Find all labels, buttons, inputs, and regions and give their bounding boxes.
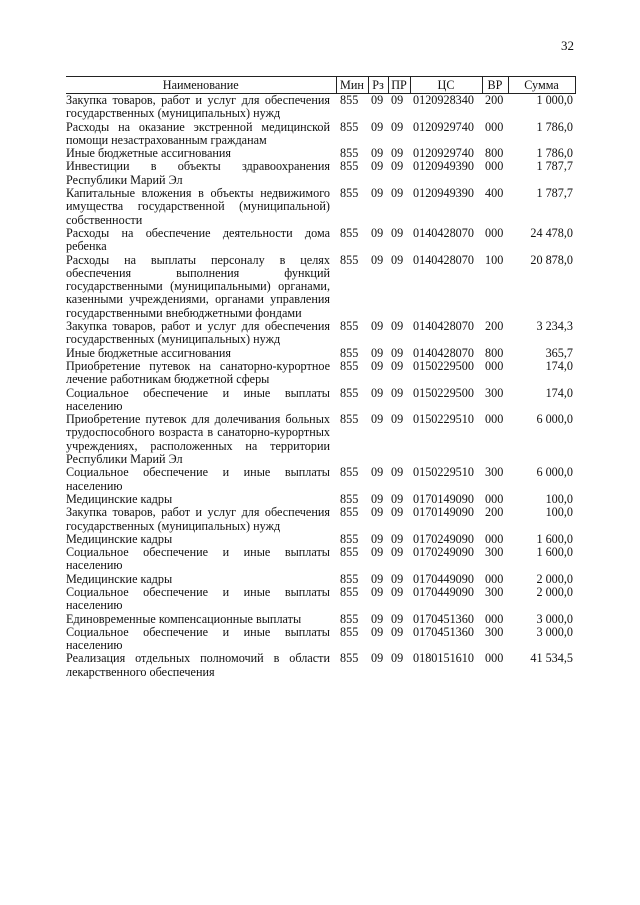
cell-sum: 365,7: [545, 345, 573, 360]
cell-min: 855: [340, 225, 359, 240]
cell-rz: 09: [371, 225, 384, 240]
cell-min: 855: [340, 93, 359, 107]
cell-vr: 000: [485, 531, 504, 546]
cell-vr: 400: [485, 186, 504, 201]
cell-pr: 09: [391, 545, 404, 560]
cell-cs: 0150229510: [413, 412, 474, 427]
cell-min: 855: [340, 358, 359, 373]
table-row: [66, 387, 575, 414]
cell-min: 855: [340, 545, 359, 560]
cell-min: 855: [340, 505, 359, 520]
cell-rz: 09: [371, 584, 384, 599]
cell-sum: 1 600,0: [536, 531, 573, 546]
cell-vr: 000: [485, 119, 504, 134]
cell-vr: 300: [485, 385, 504, 400]
cell-cs: 0170249090: [413, 545, 474, 560]
cell-vr: 200: [485, 93, 504, 107]
cell-rz: 09: [371, 186, 384, 201]
cell-rz: 09: [371, 146, 384, 161]
cell-min: 855: [340, 624, 359, 639]
table-row: [66, 187, 575, 227]
cell-min: 855: [340, 465, 359, 480]
table-header-row: [66, 77, 575, 94]
cell-min: 855: [340, 651, 359, 666]
cell-name: Медицинские кадры: [66, 571, 173, 586]
cell-min: 855: [340, 252, 359, 267]
table-row: [66, 160, 575, 187]
cell-cs: 0140428070: [413, 345, 474, 360]
cell-vr: 200: [485, 319, 504, 334]
cell-rz: 09: [371, 611, 384, 626]
cell-min: 855: [340, 119, 359, 134]
cell-name: Иные бюджетные ассигнования: [66, 345, 232, 360]
cell-min: 855: [340, 146, 359, 161]
cell-name: Приобретение путевок на санаторно-курортное лечение работникам бюджетной сферы: [66, 358, 330, 387]
cell-min: 855: [340, 412, 359, 427]
cell-pr: 09: [391, 385, 404, 400]
cell-name: Социальное обеспечение и иные выплаты населению: [66, 385, 330, 413]
cell-rz: 09: [371, 491, 384, 506]
cell-sum: 1 786,0: [536, 146, 573, 161]
header-cs: ЦС: [410, 77, 482, 94]
cell-vr: 300: [485, 465, 504, 480]
cell-sum: 3 000,0: [536, 611, 573, 626]
cell-rz: 09: [371, 345, 384, 360]
cell-sum: 100,0: [545, 505, 573, 520]
cell-vr: 000: [485, 491, 504, 506]
table-row: [66, 613, 575, 626]
cell-sum: 1 000,0: [536, 93, 573, 107]
table-row: [66, 626, 575, 653]
table-row: [66, 493, 575, 506]
table-row: [66, 227, 575, 254]
table-row: [66, 320, 575, 347]
cell-vr: 100: [485, 252, 504, 267]
cell-cs: 0170249090: [413, 531, 474, 546]
table-body: [66, 94, 575, 680]
cell-rz: 09: [371, 93, 384, 107]
budget-table: [66, 76, 576, 679]
cell-min: 855: [340, 571, 359, 586]
cell-cs: 0120929740: [413, 119, 474, 134]
cell-vr: 000: [485, 358, 504, 373]
cell-rz: 09: [371, 119, 384, 134]
cell-cs: 0150229510: [413, 465, 474, 480]
cell-sum: 24 478,0: [530, 225, 573, 240]
table-row: [66, 466, 575, 493]
cell-sum: 3 234,3: [536, 319, 573, 334]
cell-pr: 09: [391, 412, 404, 427]
cell-name: Расходы на выплаты персоналу в целях обеспечения выполнения функций государственными (муниципальными) органами, казенными учреждениями, органами управления государственными внебюджетными фондами: [66, 252, 330, 320]
cell-sum: 6 000,0: [536, 412, 573, 427]
table-row: [66, 546, 575, 573]
cell-vr: 200: [485, 505, 504, 520]
cell-rz: 09: [371, 505, 384, 520]
cell-pr: 09: [391, 611, 404, 626]
table-row: [66, 652, 575, 679]
cell-name: Социальное обеспечение и иные выплаты населению: [66, 624, 330, 653]
header-pr: ПР: [388, 77, 410, 94]
cell-pr: 09: [391, 505, 404, 520]
cell-sum: 20 878,0: [530, 252, 573, 267]
cell-pr: 09: [391, 465, 404, 480]
table-row: [66, 533, 575, 546]
cell-vr: 800: [485, 146, 504, 161]
cell-name: Закупка товаров, работ и услуг для обеспечения государственных (муниципальных) нужд: [66, 93, 330, 121]
cell-pr: 09: [391, 531, 404, 546]
cell-min: 855: [340, 584, 359, 599]
cell-cs: 0120928340: [413, 93, 474, 107]
table-row: [66, 586, 575, 613]
cell-cs: 0170149090: [413, 505, 474, 520]
cell-name: Медицинские кадры: [66, 491, 173, 506]
cell-vr: 000: [485, 651, 504, 666]
cell-rz: 09: [371, 159, 384, 174]
cell-pr: 09: [391, 186, 404, 201]
cell-rz: 09: [371, 358, 384, 373]
cell-pr: 09: [391, 491, 404, 506]
cell-sum: 174,0: [545, 358, 573, 373]
header-vr: ВР: [482, 77, 508, 94]
cell-name: Расходы на оказание экстренной медицинской помощи незастрахованным гражданам: [66, 119, 330, 147]
cell-rz: 09: [371, 252, 384, 267]
cell-pr: 09: [391, 93, 404, 107]
cell-vr: 800: [485, 345, 504, 360]
cell-vr: 000: [485, 225, 504, 240]
cell-pr: 09: [391, 159, 404, 174]
header-name: Наименование: [66, 77, 336, 94]
cell-pr: 09: [391, 651, 404, 666]
cell-pr: 09: [391, 119, 404, 134]
cell-name: Единовременные компенсационные выплаты: [66, 611, 302, 626]
cell-sum: 1 786,0: [536, 119, 573, 134]
cell-min: 855: [340, 611, 359, 626]
cell-pr: 09: [391, 584, 404, 599]
cell-vr: 300: [485, 545, 504, 560]
cell-cs: 0140428070: [413, 319, 474, 334]
cell-pr: 09: [391, 146, 404, 161]
cell-rz: 09: [371, 624, 384, 639]
cell-rz: 09: [371, 571, 384, 586]
cell-name: Социальное обеспечение и иные выплаты населению: [66, 465, 330, 493]
cell-sum: 1 787,7: [536, 159, 573, 174]
cell-cs: 0120949390: [413, 159, 474, 174]
cell-sum: 174,0: [545, 385, 573, 400]
cell-cs: 0170451360: [413, 611, 474, 626]
header-sum: Сумма: [508, 77, 575, 94]
cell-cs: 0170449090: [413, 571, 474, 586]
table-row: [66, 254, 575, 320]
cell-sum: 1 600,0: [536, 545, 573, 560]
cell-name: Инвестиции в объекты здравоохранения Республики Марий Эл: [66, 159, 330, 187]
cell-pr: 09: [391, 225, 404, 240]
cell-name: Капитальные вложения в объекты недвижимого имущества государственной (муниципальной) собственности: [66, 186, 330, 227]
cell-vr: 300: [485, 624, 504, 639]
cell-pr: 09: [391, 571, 404, 586]
cell-vr: 000: [485, 571, 504, 586]
cell-sum: 100,0: [545, 491, 573, 506]
cell-name: Медицинские кадры: [66, 531, 173, 546]
cell-cs: 0180151610: [413, 651, 474, 666]
cell-cs: 0150229500: [413, 385, 474, 400]
cell-sum: 1 787,7: [536, 186, 573, 201]
table-row: [66, 94, 575, 121]
cell-vr: 300: [485, 584, 504, 599]
table-row: [66, 360, 575, 387]
cell-cs: 0170451360: [413, 624, 474, 639]
cell-rz: 09: [371, 651, 384, 666]
cell-sum: 3 000,0: [536, 624, 573, 639]
cell-rz: 09: [371, 319, 384, 334]
cell-vr: 000: [485, 159, 504, 174]
cell-name: Закупка товаров, работ и услуг для обеспечения государственных (муниципальных) нужд: [66, 319, 330, 347]
cell-cs: 0140428070: [413, 225, 474, 240]
cell-pr: 09: [391, 624, 404, 639]
cell-cs: 0120929740: [413, 146, 474, 161]
cell-sum: 2 000,0: [536, 584, 573, 599]
header-rz: Рз: [368, 77, 388, 94]
cell-cs: 0170449090: [413, 584, 474, 599]
cell-name: Реализация отдельных полномочий в области лекарственного обеспечения: [66, 651, 330, 679]
cell-pr: 09: [391, 252, 404, 267]
cell-sum: 2 000,0: [536, 571, 573, 586]
page-number: 32: [561, 38, 574, 53]
cell-min: 855: [340, 186, 359, 201]
cell-rz: 09: [371, 531, 384, 546]
cell-name: Закупка товаров, работ и услуг для обеспечения государственных (муниципальных) нужд: [66, 505, 330, 533]
cell-sum: 41 534,5: [530, 651, 573, 666]
cell-pr: 09: [391, 319, 404, 334]
cell-cs: 0140428070: [413, 252, 474, 267]
cell-name: Социальное обеспечение и иные выплаты населению: [66, 545, 330, 573]
cell-vr: 000: [485, 611, 504, 626]
cell-cs: 0120949390: [413, 186, 474, 201]
table-row: [66, 147, 575, 160]
table-row: [66, 121, 575, 148]
cell-min: 855: [340, 319, 359, 334]
table-row: [66, 413, 575, 466]
cell-pr: 09: [391, 358, 404, 373]
cell-min: 855: [340, 159, 359, 174]
cell-min: 855: [340, 345, 359, 360]
cell-cs: 0150229500: [413, 358, 474, 373]
cell-name: Социальное обеспечение и иные выплаты населению: [66, 584, 330, 613]
table-row: [66, 573, 575, 586]
cell-min: 855: [340, 531, 359, 546]
header-min: Мин: [336, 77, 368, 94]
cell-vr: 000: [485, 412, 504, 427]
cell-name: Иные бюджетные ассигнования: [66, 146, 232, 161]
cell-name: Приобретение путевок для долечивания больных трудоспособного возраста в санаторно-курортных учреждениях, расположенных на территории Республики Марий Эл: [66, 412, 330, 467]
cell-rz: 09: [371, 412, 384, 427]
cell-pr: 09: [391, 345, 404, 360]
cell-sum: 6 000,0: [536, 465, 573, 480]
cell-min: 855: [340, 385, 359, 400]
cell-rz: 09: [371, 465, 384, 480]
table-row: [66, 347, 575, 360]
cell-min: 855: [340, 491, 359, 506]
cell-cs: 0170149090: [413, 491, 474, 506]
cell-name: Расходы на обеспечение деятельности дома ребенка: [66, 225, 330, 254]
cell-rz: 09: [371, 545, 384, 560]
cell-rz: 09: [371, 385, 384, 400]
table-row: [66, 506, 575, 533]
